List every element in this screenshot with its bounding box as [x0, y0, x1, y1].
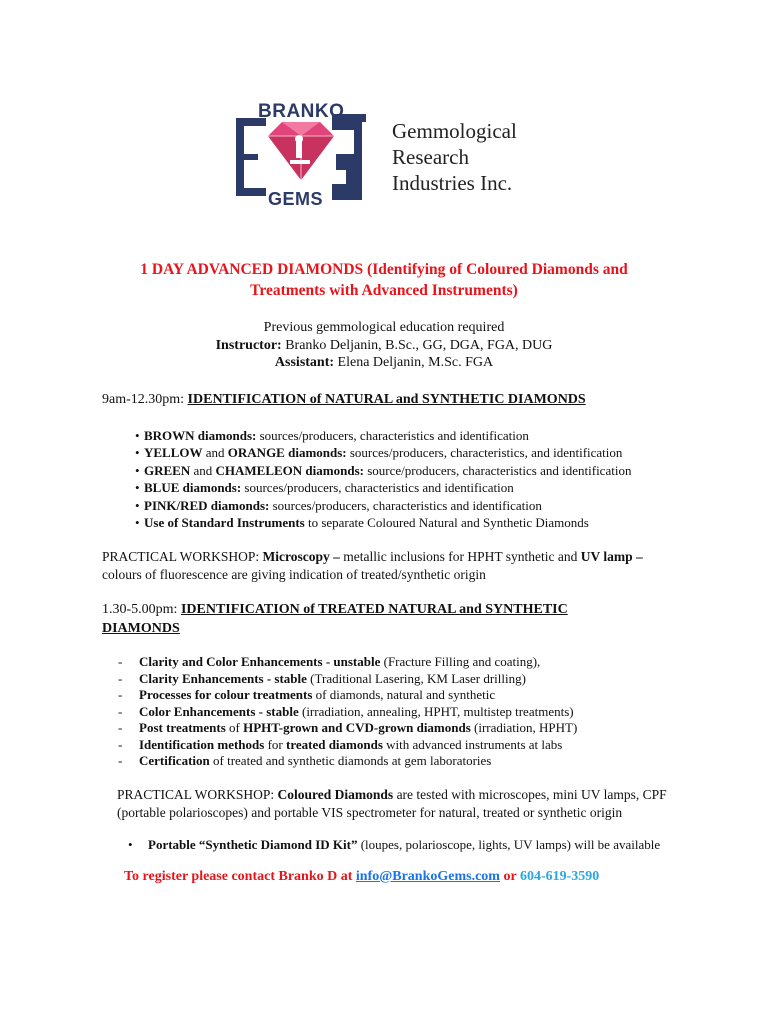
company-line: Industries Inc. [392, 171, 513, 195]
list-item: • YELLOW and ORANGE diamonds: sources/producers, characteristics, and identification [135, 445, 623, 461]
course-title [60, 259, 708, 301]
afternoon-time: 1.30-5.00pm: [102, 602, 181, 617]
title-line: 1 DAY ADVANCED DIAMONDS (Identifying of Coloured Diamonds and [140, 261, 628, 278]
register-or: or [499, 869, 520, 884]
list-item: - Certification of treated and synthetic diamonds at gem laboratories [118, 753, 492, 768]
afternoon-workshop: PRACTICAL WORKSHOP: Coloured Diamonds are tested with microscopes, mini UV lamps, CPF (portable polarioscopes) and portable VIS spectrometer for natural, treated or synthetic origin [117, 787, 667, 820]
morning-heading [102, 390, 586, 409]
kit-note: • Portable “Synthetic Diamond ID Kit” (loupes, polarioscope, lights, UV lamps) will be available [128, 837, 661, 852]
company-name [392, 118, 517, 196]
title-line: Treatments with Advanced Instruments) [250, 282, 518, 299]
course-intro [60, 319, 708, 372]
afternoon-heading [102, 600, 568, 638]
morning-workshop: PRACTICAL WORKSHOP: Microscopy – metallic inclusions for HPHT synthetic and UV lamp – colours of fluorescence are giving indication of treated/synthetic origin [102, 549, 643, 582]
phone-number[interactable]: 604-619-3590 [519, 869, 600, 884]
instructor-label: Instructor: [215, 337, 282, 353]
assistant-value: Elena Deljanin, M.Sc. FGA [334, 355, 494, 370]
list-item: • BLUE diamonds: sources/producers, characteristics and identification [135, 480, 514, 496]
list-item: • GREEN and CHAMELEON diamonds: source/producers, characteristics and identification [135, 462, 632, 478]
list-item: • PINK/RED diamonds: sources/producers, characteristics and identification [135, 497, 542, 513]
email-link[interactable]: info@BrankoGems.com [355, 869, 500, 884]
list-item: - Identification methods for treated diamonds with advanced instruments at labs [118, 736, 563, 752]
list-item: - Processes for colour treatments of diamonds, natural and synthetic [118, 687, 496, 702]
afternoon-topic-list [118, 654, 577, 770]
assistant-line [60, 354, 708, 372]
logo-top-word: BRANKO [258, 101, 345, 122]
requirement-text: Previous gemmological education required [263, 320, 505, 335]
list-item: - Color Enhancements - stable (irradiation, annealing, HPHT, multistep treatments) [118, 703, 574, 719]
logo-bottom-word: GEMS [268, 189, 324, 209]
list-item: - Clarity Enhancements - stable (Traditional Lasering, KM Laser drilling) [118, 670, 526, 686]
afternoon-title: IDENTIFICATION of TREATED NATURAL and SYNTHETIC [180, 602, 568, 617]
company-logo [232, 96, 530, 214]
list-item: • BROWN diamonds: sources/producers, characteristics and identification [135, 428, 529, 443]
kit-title: Portable “Synthetic Diamond ID Kit” [148, 837, 358, 852]
morning-title: IDENTIFICATION of NATURAL and SYNTHETIC DIAMONDS [187, 392, 586, 407]
company-line: Gemmological [392, 119, 517, 143]
register-prefix: To register please contact Branko D at [124, 869, 356, 884]
morning-topic-list [135, 427, 631, 531]
afternoon-title-cont: DIAMONDS [102, 621, 180, 636]
list-item: - Clarity and Color Enhancements - unstable (Fracture Filling and coating), [118, 654, 541, 669]
instructor-line [60, 337, 708, 355]
instructor-value: Branko Deljanin, B.Sc., GG, DGA, FGA, DUG [281, 337, 553, 353]
morning-time: 9am-12.30pm: [102, 392, 188, 407]
kit-details: (loupes, polarioscope, lights, UV lamps) will be available [357, 837, 661, 852]
company-line: Research [392, 145, 469, 169]
list-item: • Use of Standard Instruments to separate Coloured Natural and Synthetic Diamonds [135, 515, 589, 531]
assistant-label: Assistant: [274, 355, 335, 370]
registration-line [124, 869, 599, 885]
list-item: - Post treatments of HPHT-grown and CVD-grown diamonds (irradiation, HPHT) [118, 720, 578, 735]
